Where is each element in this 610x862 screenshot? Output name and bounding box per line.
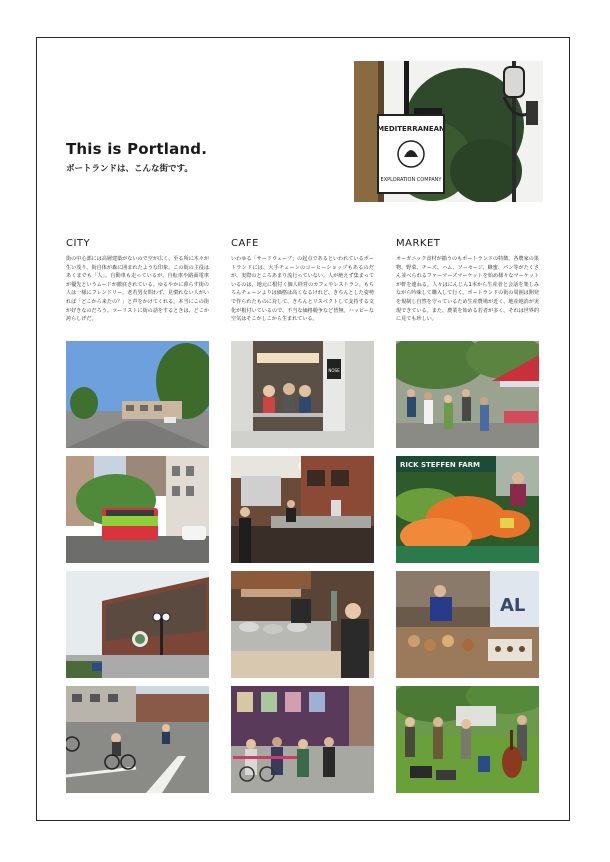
photo-market-stall <box>396 571 539 678</box>
photo-city-brick-building <box>66 571 209 678</box>
market-sign-text: AL <box>500 595 526 616</box>
photo-market-crowd <box>396 341 539 448</box>
text-cafe: いわゆる「サードウェーブ」の起点であるといわれているポートランドには、大手チェーンのコーヒーショップもあるのだが、実際のところあまり流行っていない。人が絶えず集まっているのは、地元に根付く個人経営のカフェやレストラン。もちろんチェーンよりは価格は高くなるけれど、きちんとした姿勢で作られたものに対して、きちんとリスペクトして支持する文化が根付いているので、不当な価格競争など皆無。ハッピーな空気はそこかしこから生まれている。 <box>231 256 374 323</box>
photo-city-street <box>66 341 209 448</box>
column-market <box>396 238 539 324</box>
photo-cafe-counter <box>231 456 374 563</box>
column-city <box>66 238 209 324</box>
page-title: This is Portland. <box>66 140 208 158</box>
photo-market-carrots <box>396 456 539 563</box>
text-market: オーガニック食材が揃うのもポートランドの特徴。各農家の果物、野菜、チーズ、ハム、ソーセージ、蜂蜜、パン等がたくさん並べられるファーマーズマーケットを始め様々なマーケットが軒を連ねる。人々はにんじん1本から生産者と会話を楽しみながら吟味して購入して行く。ポートランドの街の周囲は開発を規制し自然を守っているため生産農場が近く、地産地消が実現できている。また、農業を始める若者が多く、それは世界的に見ても珍しい。 <box>396 256 539 323</box>
photo-cafe-storefront <box>231 686 374 793</box>
photo-city-bicycles <box>66 686 209 793</box>
heading-cafe: CAFE <box>231 238 259 249</box>
farm-banner-text: RICK STEFFEN FARM <box>400 461 480 469</box>
text-city: 街の中心部には高層建築がないので空が広く、至る所に木々が生い茂り、街自体が森に囲まれたような印象。この街の主役はあくまでも「人」。自動車も走っているが、自転車や路面電車が優先というムードが徹底されている。ゆるやかに暮らす街の人は一様にフレンドリー。老若男女問わず、見慣れない人がいれば「どこから来たの？」と声をかけてくれる。本当にこの街が好きなのだろう。ツーリストに街の話をするときは、どこか誇らしげだ。 <box>66 256 209 323</box>
sign-text-bottom: EXPLORATION COMPANY <box>380 177 442 183</box>
photo-city-streetcar <box>66 456 209 563</box>
sign-text-top: MEDITERRANEAN <box>377 125 445 133</box>
photo-cafe-kitchen <box>231 571 374 678</box>
cafe-sign-text: NOSE <box>328 368 340 373</box>
heading-city: CITY <box>66 238 91 249</box>
page-subtitle: ポートランドは、こんな街です。 <box>66 164 193 174</box>
photo-market-musicians <box>396 686 539 793</box>
hero-photo-cafe-sign <box>354 61 543 202</box>
photo-cafe-window <box>231 341 374 448</box>
column-cafe <box>231 238 374 324</box>
heading-market: MARKET <box>396 238 441 249</box>
